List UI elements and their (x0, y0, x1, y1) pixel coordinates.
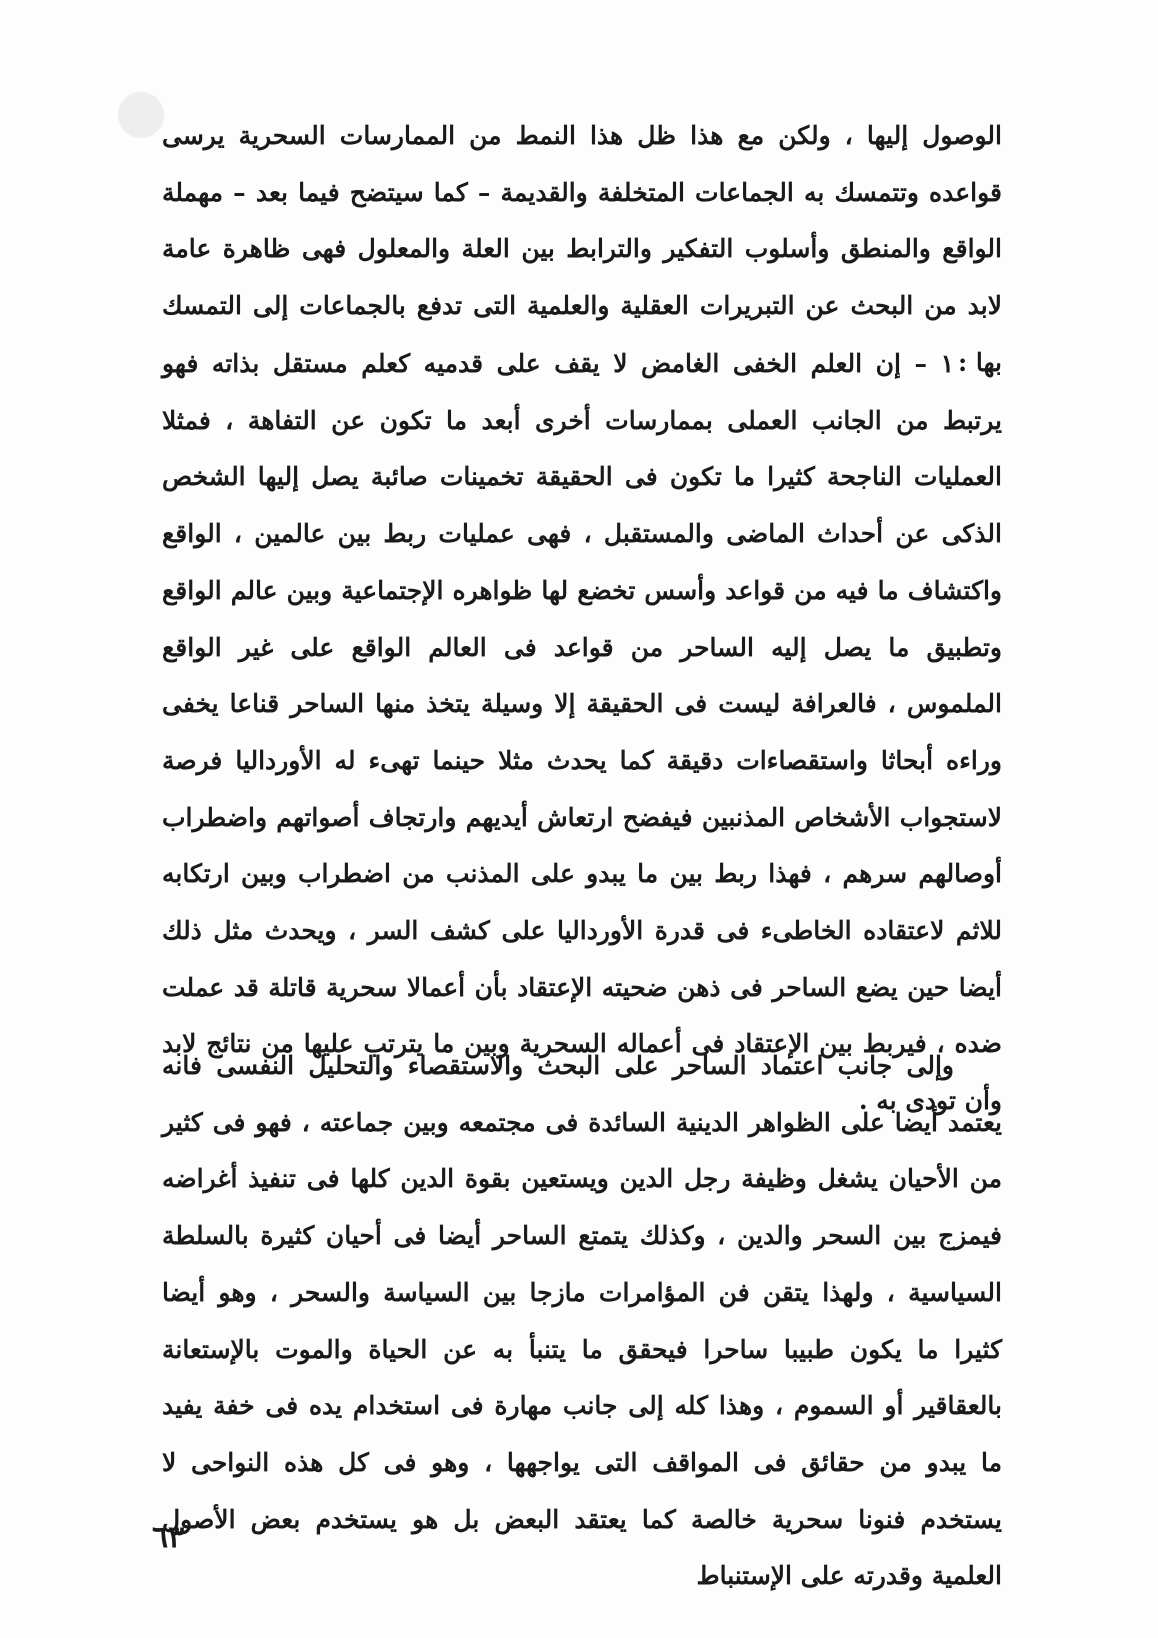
paragraph-point-1: ١ – إن العلم الخفى الغامض لا يقف على قدميه كعلم مستقل بذاته فهو يرتبط من الجانب العملى بممارسات أخرى أبعد ما تكون عن التفاهة ، فمثلا العمليات الناجحة كثيرا ما تكون فى الحقيقة تخمينات صائبة يصل إليها الشخص الذكى عن أحداث الماضى والمستقبل ، فهى عمليات ربط بين عالمين ، الواقع واكتشاف ما فيه من قواعد وأسس تخضع لها ظواهره الإجتماعية وبين عالم الواقع وتطبيق ما يصل إليه الساحر من قواعد فى العالم الواقع على غير الواقع الملموس ، فالعرافة ليست فى الحقيقة إلا وسيلة يتخذ منها الساحر قناعا يخفى وراءه أبحاثا واستقصاءات دقيقة كما يحدث مثلا حينما تهىء له الأورداليا فرصة لاستجواب الأشخاص المذنبين فيفضح ارتعاش أيديهم وارتجاف أصواتهم واضطراب أوصالهم سرهم ، فهذا ربط بين ما يبدو على المذنب من اضطراب وبين ارتكابه للاثم لاعتقاده الخاطىء فى قدرة الأورداليا على كشف السر ، ويحدث مثل ذلك أيضا حين يضع الساحر فى ذهن ضحيته الإعتقاد بأن أعمالا سحرية قاتلة قد عملت ضده ، فيربط بين الإعتقاد فى أعماله السحرية وبين ما يترتب عليها من نتائج لابد وأن تودى به . (162, 349, 1002, 1116)
scan-mark (118, 92, 164, 138)
page-number: ٦٣ (152, 1520, 185, 1555)
paragraph-continuation: الوصول إليها ، ولكن مع هذا ظل هذا النمط من الممارسات السحرية يرسى قواعده وتتمسك به الجماعات المتخلفة والقديمة – كما سيتضح فيما بعد – مهملة الواقع والمنطق وأسلوب التفكير والترابط بين العلة والمعلول فهى ظاهرة عامة لابد من البحث عن التبريرات العقلية والعلمية التى تدفع بالجماعات إلى التمسك بها : (162, 121, 1002, 377)
paragraph-magician-religion: وإلى جانب اعتماد الساحر على البحث والاستقصاء والتحليل النفسى فانه يعتمد أيضا على الظواهر الدينية السائدة فى مجتمعه وبين جماعته ، فهو فى كثير من الأحيان يشغل وظيفة رجل الدين ويستعين بقوة الدين كلها فى تنفيذ أغراضه فيمزج بين السحر والدين ، وكذلك يتمتع الساحر أيضا فى أحيان كثيرة بالسلطة السياسية ، ولهذا يتقن فن المؤامرات مازجا بين السياسة والسحر ، وهو أيضا كثيرا ما يكون طبيبا ساحرا فيحقق ما يتنبأ به عن الحياة والموت بالإستعانة بالعقاقير أو السموم ، وهذا كله إلى جانب مهارة فى استخدام يده فى خفة يفيد ما يبدو من حقائق فى المواقف التى يواجهها ، وهو فى كل هذه النواحى لا يستخدم فنونا سحرية خالصة كما يعتقد البعض بل هو يستخدم بعض الأصول العلمية وقدرته على الإستنباط (162, 1051, 1002, 1591)
